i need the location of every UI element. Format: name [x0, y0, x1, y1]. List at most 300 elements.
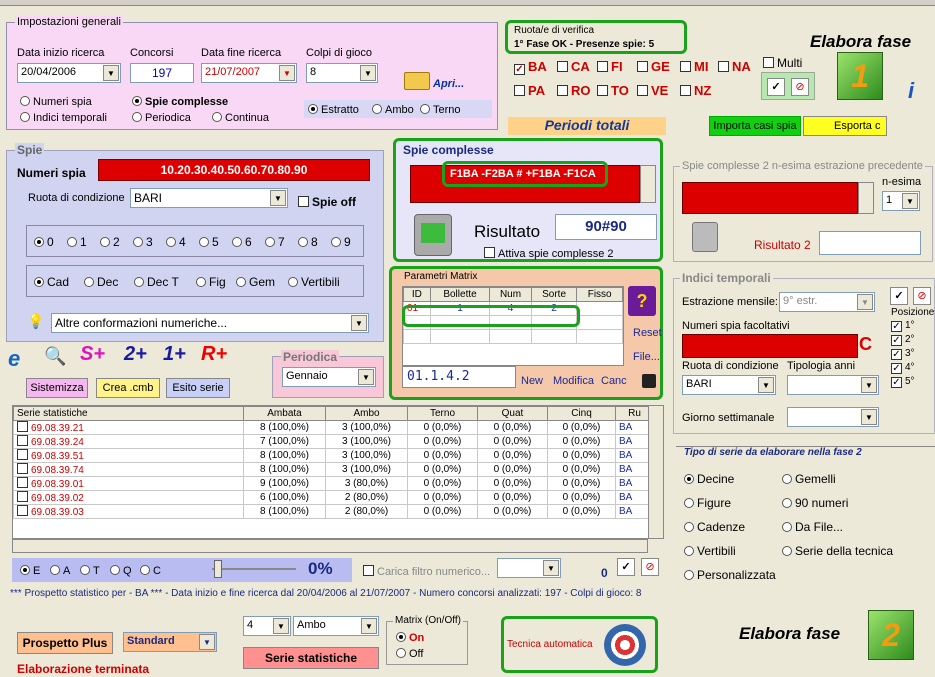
table-cell [14, 491, 244, 505]
table-cell: BA [616, 463, 654, 477]
facoltativi-label: Numeri spia facoltativi [682, 320, 790, 332]
nesima-value: 1 [886, 194, 893, 206]
start-date-field[interactable] [17, 63, 121, 83]
radio-off[interactable] [396, 648, 423, 660]
periodica-select[interactable] [282, 367, 376, 387]
matrix-cell[interactable]: 4 [490, 302, 531, 316]
complesse2-scrollbar[interactable] [858, 182, 874, 214]
zero-counter: 0 [601, 566, 608, 580]
radio-tipo-5[interactable] [782, 520, 843, 534]
radio-label: Indici temporali [33, 112, 107, 124]
table-row[interactable] [14, 505, 654, 519]
wheel-label: GE [651, 59, 670, 74]
spie-complesse-title: Spie complesse [403, 143, 494, 157]
matrix-cell[interactable]: 1 [430, 302, 490, 316]
chevron-down-icon[interactable]: ▼ [758, 377, 774, 393]
calculator-icon[interactable] [414, 214, 452, 256]
mensile-value: 9° estr. [783, 295, 818, 307]
table-cell: 3 (80,0%) [326, 477, 408, 491]
wheel-checkbox-to[interactable] [597, 83, 629, 98]
position-label: 2° [905, 334, 915, 345]
radio-terno[interactable] [420, 104, 461, 116]
position-checkbox-3[interactable]: ✓ 3° [892, 348, 915, 360]
multi-label: Multi [777, 56, 803, 70]
stats-col-header[interactable]: Ru [616, 407, 654, 421]
radio-label: Dec T [147, 275, 179, 289]
table-cell: 0 (0,0%) [478, 435, 548, 449]
giorno-label: Giorno settimanale [682, 412, 775, 424]
esito-serie-button[interactable]: Esito serie [166, 378, 230, 398]
radio-label: 3 [146, 235, 153, 249]
prospetto-plus-button[interactable]: Prospetto Plus [17, 632, 113, 654]
giorno-select[interactable] [787, 407, 879, 427]
table-cell: 0 (0,0%) [548, 421, 616, 435]
window-top-edge [0, 0, 935, 6]
radio-label: On [409, 632, 425, 644]
colpi-field[interactable] [306, 63, 378, 83]
matrix-row-highlight [402, 305, 580, 327]
wheel-label: PA [528, 83, 546, 98]
radio-tipo-1[interactable] [782, 472, 836, 486]
matrix-col-header: Bollette [430, 288, 490, 302]
forbidden-icon[interactable]: ⊘ [913, 287, 931, 305]
ruota-value: BARI [134, 191, 163, 205]
radio-label: Spie complesse [145, 96, 229, 108]
browser-icon[interactable]: e [8, 346, 21, 371]
altre-conformazioni-select[interactable] [51, 313, 369, 333]
info-icon[interactable]: i [908, 78, 915, 103]
table-cell: 0 (0,0%) [548, 463, 616, 477]
radio-label: 2 [113, 235, 120, 249]
table-cell: 0 (0,0%) [408, 421, 478, 435]
table-cell: 2 (80,0%) [326, 505, 408, 519]
radio-on[interactable] [396, 632, 424, 644]
stats-col-header[interactable]: Terno [408, 407, 478, 421]
table-cell [14, 463, 244, 477]
radio-digit-4[interactable] [166, 235, 186, 249]
tecnica-automatica-label[interactable]: Tecnica automatica [507, 639, 593, 650]
matrix-cell[interactable] [577, 302, 623, 316]
radio-label: 4 [179, 235, 186, 249]
radio-label: T [93, 565, 100, 577]
chevron-down-icon[interactable]: ▼ [543, 560, 559, 576]
radio-tipo-3[interactable] [782, 496, 848, 510]
periodi-totali: Periodi totali [508, 117, 666, 135]
table-cell: 0 (0,0%) [478, 463, 548, 477]
table-cell: 0 (0,0%) [478, 505, 548, 519]
chevron-down-icon[interactable]: ▼ [358, 369, 374, 385]
stats-table[interactable] [12, 405, 664, 539]
matrix-code-field[interactable]: 01.1.4.2 [402, 366, 516, 388]
table-cell: 7 (100,0%) [244, 435, 326, 449]
help-book-icon[interactable]: ? [628, 286, 656, 316]
one-plus-symbol[interactable]: 1+ [163, 343, 186, 365]
table-cell: 3 (100,0%) [326, 421, 408, 435]
folder-icon[interactable] [404, 72, 430, 90]
slider-thumb[interactable] [214, 560, 222, 578]
matrix-file-button[interactable]: File... [633, 351, 660, 363]
forbidden-icon[interactable]: ⊘ [641, 558, 659, 576]
radio-label: Cad [47, 275, 70, 289]
save-icon[interactable] [642, 374, 656, 388]
wheel-checkbox-ba[interactable]: ✓ BA [515, 59, 547, 75]
facoltativi-field[interactable] [682, 334, 858, 358]
end-date-label: Data fine ricerca [201, 47, 282, 59]
stats-col-header[interactable]: Ambata [244, 407, 326, 421]
matrix-col-header: Sorte [531, 288, 577, 302]
wheel-label: BA [528, 59, 547, 74]
serie-statistiche-button[interactable]: Serie statistiche [243, 647, 379, 669]
radio-numeri-spia[interactable] [20, 96, 92, 108]
spie-off-label: Spie off [312, 195, 356, 209]
nesima-select[interactable] [882, 191, 920, 211]
radio-periodica[interactable] [132, 112, 191, 124]
chevron-down-icon[interactable]: ▼ [902, 193, 918, 209]
serie-value: 69.08.39.51 [31, 451, 84, 462]
table-row[interactable] [14, 435, 654, 449]
sorte-select[interactable] [293, 616, 379, 636]
radio-label: Da File... [795, 520, 844, 534]
radio-indici-temporali[interactable] [20, 112, 107, 124]
two-plus-symbol[interactable]: 2+ [124, 343, 147, 365]
complesse2-field[interactable] [682, 182, 858, 214]
s-plus-symbol[interactable]: S+ [80, 343, 106, 365]
table-cell: BA [616, 477, 654, 491]
risultato2-field[interactable] [819, 231, 921, 255]
end-date-value: 21/07/2007 [205, 66, 261, 78]
calculator-icon[interactable] [692, 222, 718, 252]
wheel-checkbox-ro[interactable] [557, 83, 591, 98]
ruota-condizione-select[interactable] [130, 188, 288, 208]
serie-value: 69.08.39.03 [31, 507, 84, 518]
radio-label: 9 [344, 235, 351, 249]
radio-label: Figure [697, 496, 732, 510]
mensile-select[interactable] [779, 292, 875, 312]
check-icon[interactable]: ✓ [890, 287, 908, 305]
radio-digit-1[interactable] [67, 235, 87, 249]
percent-value: 0% [308, 559, 333, 578]
radio-label: Terno [433, 104, 461, 116]
carica-label: Carica filtro numerico... [377, 566, 491, 578]
stats-hscrollbar[interactable] [12, 539, 648, 553]
wheel-label: MI [694, 59, 709, 74]
radio-label: 1 [80, 235, 87, 249]
position-checkbox-1[interactable]: ✓ 1° [892, 320, 915, 332]
elabora-fase-1-button[interactable]: 1 [837, 52, 883, 100]
sorte-value: Ambo [297, 619, 326, 631]
attiva-complesse-2-checkbox[interactable] [484, 247, 614, 260]
radio-tipo-2[interactable] [684, 496, 731, 510]
check-icon[interactable]: ✓ [617, 558, 635, 576]
qty-value: 4 [247, 619, 254, 631]
radio-label: 8 [311, 235, 318, 249]
radio-estratto[interactable] [308, 104, 359, 116]
radio-label: Dec [97, 275, 119, 289]
wheel-label: NA [732, 59, 751, 74]
tipologia-select[interactable] [787, 375, 879, 395]
matrix-cell[interactable]: 2 [531, 302, 577, 316]
periodica-title: Periodica [283, 350, 338, 364]
table-cell: 0 (0,0%) [548, 449, 616, 463]
open-button[interactable]: Apri... [433, 78, 465, 90]
formula-scrollbar[interactable] [640, 165, 656, 203]
radio-tipo-0[interactable] [684, 472, 734, 486]
table-cell: 0 (0,0%) [408, 505, 478, 519]
radio-digit-9[interactable] [331, 235, 351, 249]
radio-digit-0[interactable] [34, 235, 54, 249]
crea-cmb-button[interactable]: Crea .cmb [96, 378, 160, 398]
filtro-select[interactable] [497, 558, 561, 578]
matrix-col-header: ID [404, 288, 431, 302]
table-row[interactable] [14, 463, 654, 477]
wheel-label: RO [571, 83, 591, 98]
general-title: Impostazioni generali [17, 16, 121, 28]
standard-value: Standard [127, 635, 175, 647]
chevron-down-icon[interactable]: ▼ [361, 618, 377, 634]
periodica-value: Gennaio [286, 370, 328, 382]
table-cell: BA [616, 491, 654, 505]
table-cell: 0 (0,0%) [408, 435, 478, 449]
matrix-title: Parametri Matrix [404, 271, 478, 282]
stats-col-header[interactable]: Cinq [548, 407, 616, 421]
chevron-down-icon[interactable]: ▼ [279, 65, 295, 81]
radio-type-0[interactable] [34, 275, 69, 289]
status-text: Elaborazione terminata [17, 662, 150, 676]
matrix-modifica-button[interactable]: Modifica [553, 375, 594, 387]
radio-label: Periodica [145, 112, 191, 124]
radio-label: Gem [249, 275, 276, 289]
start-date-value: 20/04/2006 [21, 66, 77, 78]
carica-filtro-checkbox[interactable] [363, 565, 490, 578]
radio-label: C [153, 565, 161, 577]
matrix-canc-button[interactable]: Canc [601, 375, 627, 387]
radio-type-3[interactable] [196, 275, 226, 289]
wheel-label: FI [611, 59, 623, 74]
concorsi-label: Concorsi [130, 47, 174, 59]
stats-col-header[interactable]: Ambo [326, 407, 408, 421]
position-checkbox-2[interactable]: ✓ 2° [892, 334, 915, 346]
radio-label: Decine [697, 472, 735, 486]
radio-ambo[interactable] [372, 104, 414, 116]
forbidden-icon[interactable]: ⊘ [791, 78, 809, 96]
row-checkbox[interactable] [17, 451, 31, 462]
radio-tipo-4[interactable] [684, 520, 745, 534]
radio-label: Serie della tecnica [795, 544, 894, 558]
risultato2-label: Risultato 2 [754, 238, 811, 252]
table-cell [14, 505, 244, 519]
table-cell: 8 (100,0%) [244, 449, 326, 463]
spie-off-checkbox[interactable] [298, 195, 356, 209]
tipo-title: Tipo di serie da elaborare nella fase 2 [684, 447, 862, 458]
wheel-checkbox-ve[interactable] [637, 83, 668, 98]
wheel-checkbox-na[interactable] [718, 59, 751, 74]
lightbulb-icon: 💡 [27, 313, 45, 329]
table-cell: 3 (100,0%) [326, 435, 408, 449]
radio-label: Q [123, 565, 132, 577]
risultato-field[interactable]: 90#90 [555, 214, 657, 240]
elabora-fase-1-label: Elabora fase [810, 32, 912, 51]
radio-label: Continua [225, 112, 270, 124]
position-checkbox-5[interactable]: ✓ 5° [892, 376, 915, 388]
radio-tipo-6[interactable] [684, 544, 736, 558]
chevron-down-icon[interactable]: ▼ [857, 294, 873, 310]
chevron-down-icon[interactable]: ▼ [199, 634, 215, 650]
serie-value: 69.08.39.02 [31, 493, 84, 504]
table-cell: 8 (100,0%) [244, 505, 326, 519]
table-cell: 0 (0,0%) [478, 491, 548, 505]
position-label: 4° [905, 362, 915, 373]
table-cell: 0 (0,0%) [478, 449, 548, 463]
radio-label: A [63, 565, 71, 577]
verifica-title: Ruota/e di verifica [514, 25, 595, 36]
radio-sorte-t[interactable] [80, 565, 100, 577]
wheel-checkbox-nz[interactable] [680, 83, 711, 98]
radio-continua[interactable] [212, 112, 269, 124]
radio-digit-2[interactable] [100, 235, 120, 249]
indici-title: Indici temporali [682, 271, 771, 285]
position-checkbox-4[interactable]: ✓ 4° [892, 362, 915, 374]
chevron-down-icon[interactable]: ▼ [273, 618, 289, 634]
radio-sorte-a[interactable] [50, 565, 70, 577]
table-row[interactable] [14, 449, 654, 463]
radio-sorte-c[interactable] [140, 565, 161, 577]
r-plus-symbol[interactable]: R+ [201, 343, 228, 365]
matrix-col-header: Num [490, 288, 531, 302]
serie-value: 69.08.39.21 [31, 423, 84, 434]
row-checkbox[interactable] [17, 493, 31, 504]
radio-label: Cadenze [697, 520, 746, 534]
radio-type-1[interactable] [84, 275, 118, 289]
multi-checkbox[interactable] [763, 56, 802, 70]
table-cell: BA [616, 435, 654, 449]
wheel-label: TO [611, 83, 629, 98]
chevron-down-icon[interactable]: ▼ [861, 377, 877, 393]
elabora-fase-2-button[interactable]: 2 [868, 610, 914, 660]
radio-digit-3[interactable] [133, 235, 153, 249]
stats-col-header[interactable]: Quat [478, 407, 548, 421]
wheel-checkbox-pa[interactable] [514, 83, 545, 98]
row-checkbox[interactable] [17, 479, 31, 490]
matrix-reset-button[interactable]: Reset [633, 327, 662, 339]
matrix-cell[interactable]: 01 [404, 302, 431, 316]
serie-value: 69.08.39.01 [31, 479, 84, 490]
attiva-label: Attiva spie complesse 2 [498, 248, 614, 260]
matrix-col-header: Fisso [577, 288, 623, 302]
radio-label: 6 [245, 235, 252, 249]
wheel-checkbox-ge[interactable] [637, 59, 670, 74]
slider-track[interactable] [212, 568, 296, 570]
ruota-condizione-label: Ruota di condizione [28, 192, 125, 204]
chevron-down-icon[interactable]: ▼ [270, 190, 286, 206]
radio-digit-7[interactable] [265, 235, 285, 249]
radio-label: 90 numeri [795, 496, 849, 510]
radio-tipo-8[interactable] [684, 568, 776, 582]
numeri-spia-field[interactable]: 10.20.30.40.50.60.70.80.90 [98, 159, 370, 181]
radio-digit-6[interactable] [232, 235, 252, 249]
chevron-down-icon[interactable]: ▼ [351, 315, 367, 331]
table-cell: 0 (0,0%) [408, 477, 478, 491]
radio-type-4[interactable] [236, 275, 275, 289]
serie-value: 69.08.39.24 [31, 437, 84, 448]
standard-select[interactable] [123, 632, 217, 652]
table-row[interactable] [14, 421, 654, 435]
table-cell: 3 (100,0%) [326, 449, 408, 463]
radio-digit-8[interactable] [298, 235, 318, 249]
wheel-label: CA [571, 59, 590, 74]
table-row[interactable] [14, 491, 654, 505]
import-casi-spia-button[interactable]: Importa casi spia [709, 116, 801, 136]
table-cell: BA [616, 505, 654, 519]
export-button[interactable]: Esporta c [803, 116, 887, 136]
table-cell [14, 449, 244, 463]
wheel-label: NZ [694, 83, 712, 98]
table-cell: 8 (100,0%) [244, 463, 326, 477]
table-row[interactable] [14, 477, 654, 491]
radio-label: Ambo [385, 104, 414, 116]
stats-scrollbar[interactable] [648, 405, 664, 539]
formula-value: F1BA -F2BA # +F1BA -F1CA [450, 168, 596, 180]
radio-label: E [33, 565, 41, 577]
qty-select[interactable] [243, 616, 291, 636]
c-letter: C [859, 334, 872, 354]
wheel-checkbox-mi[interactable] [680, 59, 708, 74]
colpi-value: 8 [310, 66, 317, 78]
indici-ruota-label: Ruota di condizione [682, 360, 779, 372]
table-cell: 8 (100,0%) [244, 421, 326, 435]
matrix-new-button[interactable]: New [521, 375, 544, 387]
chevron-down-icon[interactable]: ▼ [861, 409, 877, 425]
wheel-checkbox-fi[interactable] [597, 59, 623, 74]
serie-value: 69.08.39.74 [31, 465, 84, 476]
posizione-label: Posizione [891, 307, 935, 318]
row-checkbox[interactable] [17, 437, 31, 448]
radio-type-2[interactable] [134, 275, 179, 289]
radio-sorte-q[interactable] [110, 565, 132, 577]
target-icon[interactable] [604, 624, 646, 666]
row-checkbox[interactable] [17, 465, 31, 476]
table-cell: 0 (0,0%) [548, 435, 616, 449]
elabora-fase-2-label: Elabora fase [739, 624, 841, 643]
table-cell: 0 (0,0%) [408, 449, 478, 463]
radio-type-5[interactable] [288, 275, 340, 289]
row-checkbox[interactable] [17, 507, 31, 518]
check-icon[interactable]: ✓ [767, 78, 785, 96]
wheel-checkbox-ca[interactable] [557, 59, 590, 74]
chevron-down-icon[interactable]: ▼ [103, 65, 119, 81]
mensile-label: Estrazione mensile: [682, 296, 778, 308]
radio-label: 7 [278, 235, 285, 249]
magnifier-icon[interactable]: 🔍 [44, 346, 67, 366]
chevron-down-icon[interactable]: ▼ [360, 65, 376, 81]
table-cell: BA [616, 421, 654, 435]
sistemizza-button[interactable]: Sistemizza [26, 378, 88, 398]
radio-spie-complesse[interactable] [132, 96, 228, 108]
radio-tipo-7[interactable] [782, 544, 893, 558]
row-checkbox[interactable] [17, 423, 31, 434]
radio-digit-5[interactable] [199, 235, 219, 249]
stats-col-header[interactable]: Serie statistiche [14, 407, 244, 421]
radio-sorte-e[interactable] [20, 565, 40, 577]
radio-label: Personalizzata [697, 568, 776, 582]
start-date-label: Data inizio ricerca [17, 47, 105, 59]
end-date-field[interactable] [201, 63, 297, 83]
table-cell: BA [616, 449, 654, 463]
complesse2-title: Spie complesse 2 n-esima estrazione precedente [682, 160, 923, 172]
indici-ruota-select[interactable] [682, 375, 776, 395]
table-cell [14, 477, 244, 491]
concorsi-field[interactable]: 197 [130, 63, 194, 83]
radio-label: 5 [212, 235, 219, 249]
